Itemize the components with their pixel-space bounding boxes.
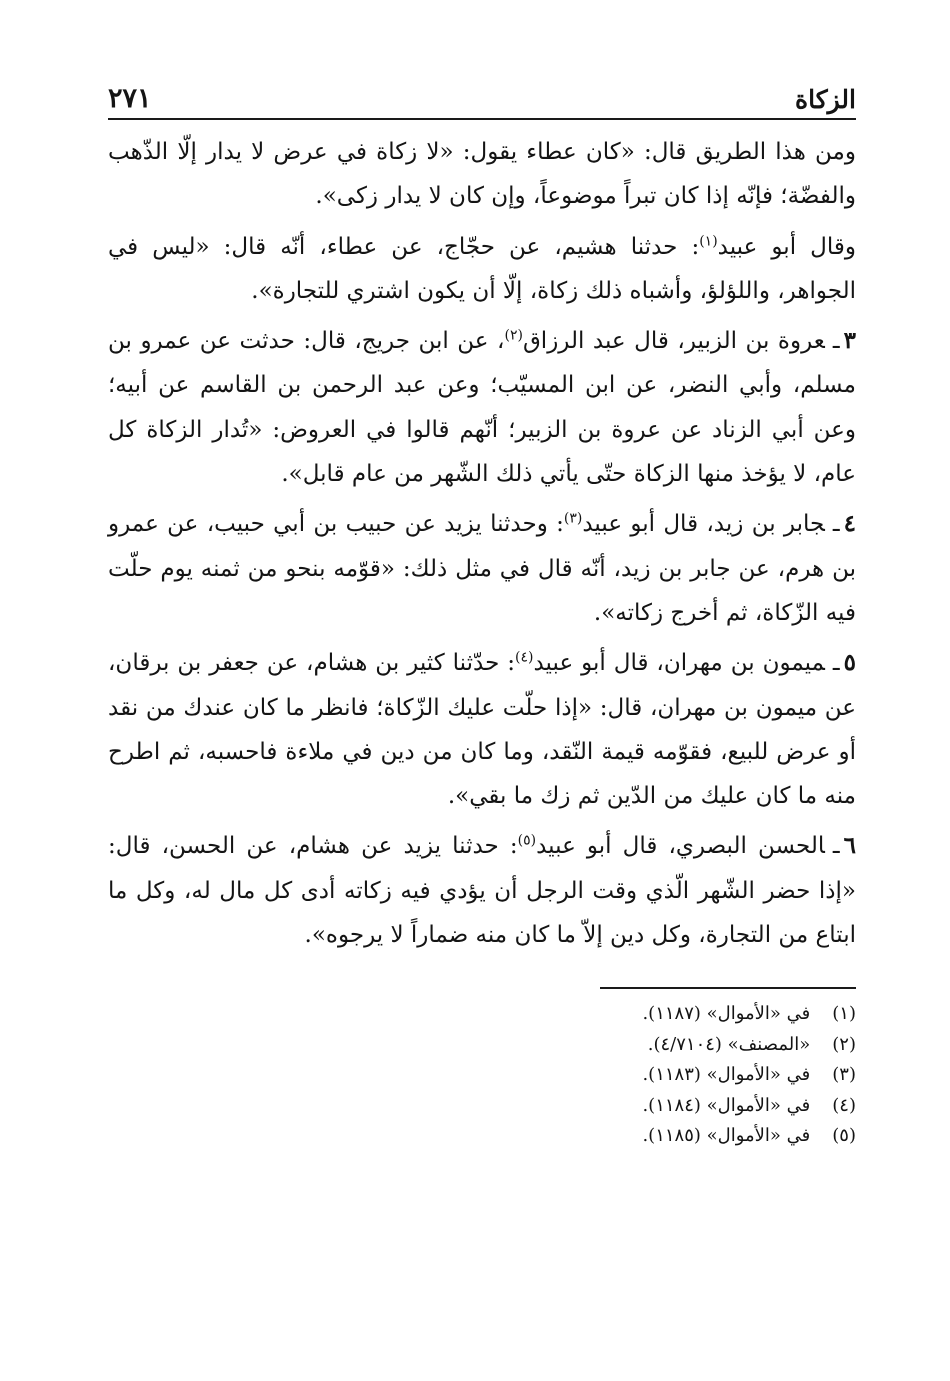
paragraph-text-after: ، عن ابن جريج، قال: حدثت عن عمرو بن مسلم، وأبي النضر، عن ابن المسيّب؛ وعن عبد الرحمن بن القاسم عن أبيه؛ وعن أبي الزناد عن عروة بن الزبير؛ أنّهم قالوا في العروض: «تُدار الزكاة كل عام، لا يؤخذ منها الزكاة حتّى يأتي ذلك الشّهر من عام قابل». <box>108 328 856 488</box>
paragraph-text-after: : وحدثنا يزيد عن حبيب بن أبي حبيب، عن عمرو بن هرم، عن جابر بن زيد، أنّه قال في مثل ذلك: «قوّمه بنحو من ثمنه يوم حلّت فيه الزّكاة، ثم أخرج زكاته». <box>108 511 856 626</box>
item-number: ٥ <box>843 649 856 677</box>
paragraph-3-urwa <box>108 319 856 496</box>
running-header <box>108 72 856 118</box>
footnote-3 <box>108 1060 856 1091</box>
footnote-text: «المصنف» (٤/٧١٠٤). <box>647 1033 811 1055</box>
paragraph-text-after: : حدثنا يزيد عن هشام، عن الحسن، قال: «إذا حضر الشّهر الّذي وقت الرجل أن يؤدي فيه زكاته أدى كل مال له، وكل ما ابتاع من التجارة، وكل دين إلاّ ما كان منه ضماراً لا يرجوه». <box>108 833 856 949</box>
footnote-ref-3[interactable]: (٣) <box>563 510 583 527</box>
footnote-rule <box>600 987 856 989</box>
header-rule <box>108 118 856 120</box>
footnote-ref-5[interactable]: (٥) <box>517 832 537 849</box>
item-number: ٤ <box>843 510 856 538</box>
footnote-text: في «الأموال» (١١٨٧). <box>642 1003 811 1025</box>
item-number: ٣ <box>843 327 856 355</box>
footnote-text: في «الأموال» (١١٨٤). <box>642 1094 811 1116</box>
running-title: الزكاة <box>795 85 856 114</box>
footnote-4 <box>108 1091 856 1122</box>
footnote-mark: (٤) <box>832 1094 856 1116</box>
footnote-1 <box>108 999 856 1030</box>
footnote-ref-4[interactable]: (٤) <box>515 649 534 666</box>
item-dash: ـ <box>832 650 840 677</box>
paragraph-text-after: : حدثنا هشيم، عن حجّاج، عن عطاء، أنّه قال: «ليس في الجواهر، واللؤلؤ، وأشباه ذلك زكاة، إلّا أن يكون اشتري للتجارة». <box>108 233 856 304</box>
paragraph-text-before: الحسن البصري، قال أبو عبيد <box>536 833 825 860</box>
footnote-mark: (٢) <box>832 1033 856 1055</box>
footnote-2 <box>108 1030 856 1061</box>
paragraph-text-before: ميمون بن مهران، قال أبو عبيد <box>533 650 825 677</box>
footnote-text: في «الأموال» (١١٨٥). <box>642 1125 811 1147</box>
paragraph-5-maymun <box>108 641 856 818</box>
paragraph-abu-ubaid <box>108 225 856 314</box>
footnote-mark: (١) <box>832 1003 856 1025</box>
item-number: ٦ <box>843 832 856 860</box>
paragraph-intro <box>108 130 856 219</box>
paragraph-text-before: عروة بن الزبير، قال عبد الرزاق <box>522 328 825 355</box>
body-text <box>108 130 856 957</box>
footnote-ref-1[interactable]: (١) <box>699 232 718 249</box>
footnote-5 <box>108 1121 856 1152</box>
footnote-mark: (٥) <box>832 1125 856 1147</box>
book-page <box>108 72 856 1152</box>
paragraph-text-before: جابر بن زيد، قال أبو عبيد <box>582 511 825 538</box>
item-dash: ـ <box>832 328 840 355</box>
paragraph-4-jabir <box>108 502 856 635</box>
footnote-text: في «الأموال» (١١٨٣). <box>642 1064 811 1086</box>
paragraph-6-hasan <box>108 824 856 957</box>
paragraph-text: ومن هذا الطريق قال: «كان عطاء يقول: «لا زكاة في عرض لا يدار إلّا الذّهب والفضّة؛ فإنّه إذا كان تبراً موضوعاً، وإن كان لا يدار زكى». <box>108 139 856 210</box>
footnote-mark: (٣) <box>832 1064 856 1086</box>
footnote-ref-2[interactable]: (٢) <box>504 327 523 344</box>
footnotes <box>108 999 856 1152</box>
paragraph-text-after: : حدّثنا كثير بن هشام، عن جعفر بن برقان، عن ميمون بن مهران، قال: «إذا حلّت عليك الزّكاة؛ فانظر ما كان عندك من نقد أو عرض للبيع، فقوّمه قيمة النّقد، وما كان من دين في ملاءة فاحسبه، ثم اطرح منه ما كان عليك من الدّين ثم زك ما بقي». <box>108 650 856 810</box>
item-dash: ـ <box>832 511 840 538</box>
paragraph-text-before: وقال أبو عبيد <box>717 233 856 260</box>
item-dash: ـ <box>832 833 840 860</box>
page-number: ٢٧١ <box>108 83 152 114</box>
